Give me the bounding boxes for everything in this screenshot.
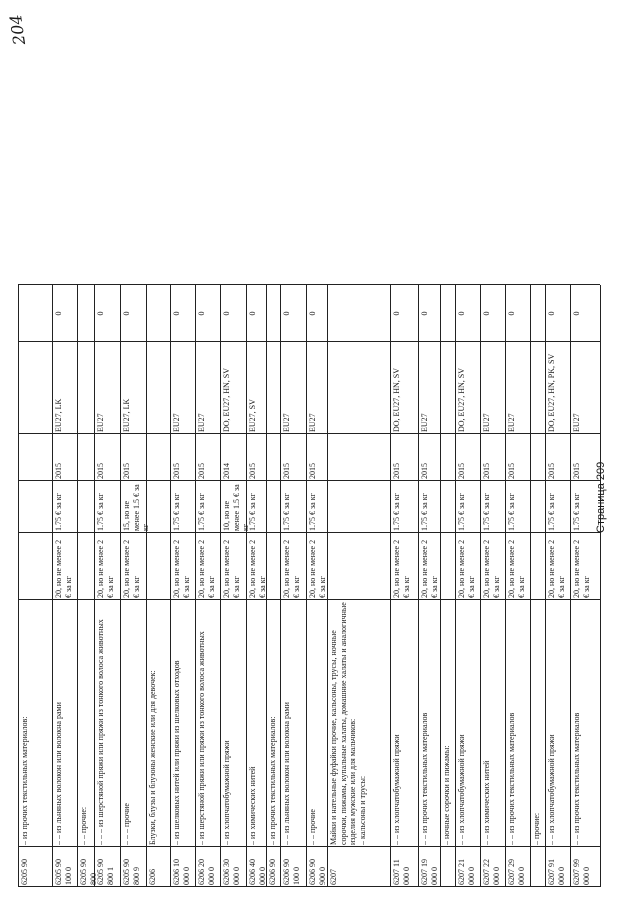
year-cell: 2015 (248, 463, 257, 479)
row-divider (570, 285, 571, 887)
zero-cell (532, 287, 544, 340)
rate-cell: 1.75 € за кг (392, 493, 401, 531)
description-cell: Майки и нательные фуфайки прочие, кальсоны, трусы, ночные сорочки, пижамы, купальные халаты, домашние халаты и аналогичные изделия мужские или для мальчиков: – кальсоны и трусы: (329, 602, 367, 845)
description-cell: – – из прочих текстильных материалов (572, 712, 581, 845)
year-cell (20, 436, 51, 479)
requirement-cell (532, 535, 544, 598)
requirement-cell: 20, но не менее 2 € за кг (122, 539, 141, 598)
countries-cell: DO, EU27, HN, SV (457, 368, 466, 432)
page-number-label: Страница 209 (595, 461, 607, 533)
description-cell: – ночные сорочки и пижамы: (442, 745, 451, 845)
row-divider (146, 285, 147, 887)
code-cell: 6207 91 000 0 (547, 859, 566, 885)
zero-cell: 0 (122, 311, 131, 316)
zero-cell: 0 (308, 311, 317, 316)
description-cell: – из прочих текстильных материалов: (20, 716, 29, 845)
requirement-cell: 20, но не менее 2 € за кг (197, 539, 216, 598)
requirement-cell: 20, но не менее 2 € за кг (392, 539, 411, 598)
rate-cell (532, 483, 544, 531)
year-cell (532, 436, 544, 479)
zero-cell: 0 (54, 311, 63, 316)
column-divider (18, 599, 600, 600)
rate-cell: 1.75 € за кг (54, 493, 63, 531)
description-cell: – – из льняных волокон или волокна рами (54, 702, 63, 845)
code-cell (532, 849, 544, 885)
rate-cell (79, 483, 93, 531)
rate-cell: 1.75 € за кг (457, 493, 466, 531)
countries-cell: EU27, LK (54, 398, 63, 432)
description-cell: – из прочих текстильных материалов: (268, 716, 277, 845)
description-cell: – – из прочих текстильных материалов (420, 712, 429, 845)
countries-cell: EU27 (572, 413, 581, 432)
description-cell: – – из хлопчатобумажной пряжи (547, 734, 556, 845)
code-cell: 6206 90 (268, 859, 277, 885)
year-cell: 2015 (572, 463, 581, 479)
year-cell: 2014 (222, 463, 231, 479)
column-divider (18, 433, 600, 434)
zero-cell (442, 287, 454, 340)
requirement-cell: 20, но не менее 2 € за кг (54, 539, 73, 598)
year-cell: 2015 (197, 463, 206, 479)
countries-cell: EU27 (96, 413, 105, 432)
year-cell: 2015 (282, 463, 291, 479)
description-cell: – из шерстяной пряжи или пряжи из тонкого волоса животных (197, 631, 206, 845)
year-cell: 2015 (482, 463, 491, 479)
rate-cell: 1.75 € за кг (172, 493, 181, 531)
rate-cell (20, 483, 51, 531)
row-divider (306, 285, 307, 887)
countries-cell: EU27 (420, 413, 429, 432)
description-cell: Блузки, блузы и блузоны женские или для девочек: (148, 670, 157, 845)
code-cell: 6206 10 000 0 (172, 859, 191, 885)
countries-cell: DO, EU27, HN, SV (392, 368, 401, 432)
requirement-cell (329, 535, 389, 598)
rate-cell: 1.75 € за кг (308, 493, 317, 531)
column-divider (18, 480, 600, 481)
countries-cell (329, 344, 389, 432)
row-divider (170, 285, 171, 887)
rate-cell: 1.75 € за кг (282, 493, 291, 531)
code-cell: 6207 22 000 0 (482, 859, 501, 885)
zero-cell (79, 287, 93, 340)
rate-cell: 1.75 € за кг (507, 493, 516, 531)
code-cell: 6205 90 800 (79, 859, 98, 885)
rate-cell: 1.75 € за кг (96, 493, 105, 531)
row-divider (600, 285, 601, 887)
zero-cell (329, 287, 389, 340)
code-cell: 6206 30 000 0 (222, 859, 241, 885)
requirement-cell: 20, но не менее 2 € за кг (172, 539, 191, 598)
rate-cell: 1.75 € за кг (420, 493, 429, 531)
zero-cell: 0 (282, 311, 291, 316)
year-cell (442, 436, 454, 479)
requirement-cell: 20, но не менее 2 € за кг (420, 539, 439, 598)
requirement-cell (268, 535, 279, 598)
description-cell: – – из химических нитей (482, 760, 491, 845)
countries-cell (268, 344, 279, 432)
zero-cell (268, 287, 279, 340)
year-cell: 2015 (507, 463, 516, 479)
row-divider (246, 285, 247, 887)
requirement-cell: 20, но не менее 2 € за кг (308, 539, 327, 598)
description-cell: – из хлопчатобумажной пряжи (222, 740, 231, 845)
requirement-cell (20, 535, 51, 598)
description-cell: – – из хлопчатобумажной пряжи (392, 734, 401, 845)
requirement-cell: 20, но не менее 2 € за кг (282, 539, 301, 598)
requirement-cell (79, 535, 93, 598)
zero-cell: 0 (572, 311, 581, 316)
zero-cell: 0 (457, 311, 466, 316)
rate-cell: 10, но не менее 1.5 € за кг (222, 484, 250, 531)
row-divider (280, 285, 281, 887)
countries-cell: EU27, LK (122, 398, 131, 432)
countries-cell: DO, EU27, HN, SV (222, 368, 231, 432)
column-divider (18, 886, 600, 887)
requirement-cell: 20, но не менее 2 € за кг (248, 539, 267, 598)
column-divider (18, 341, 600, 342)
row-divider (390, 285, 391, 887)
row-divider (77, 285, 78, 887)
year-cell: 2015 (172, 463, 181, 479)
description-cell: – из шелковых нитей или пряжи из шелковых отходов (172, 660, 181, 845)
requirement-cell: 20, но не менее 2 € за кг (96, 539, 115, 598)
year-cell: 2015 (308, 463, 317, 479)
row-divider (120, 285, 121, 887)
code-cell: 6206 40 000 0 (248, 859, 267, 885)
row-divider (505, 285, 506, 887)
description-cell: – прочие: (532, 812, 541, 845)
zero-cell: 0 (222, 311, 231, 316)
code-cell: 6207 29 000 0 (507, 859, 526, 885)
rate-cell (442, 483, 454, 531)
year-cell: 2015 (122, 463, 131, 479)
description-cell: – – – из шерстяной пряжи или пряжи из тонкого волоса животных (96, 619, 105, 845)
requirement-cell: 20, но не менее 2 € за кг (457, 539, 476, 598)
year-cell (329, 436, 389, 479)
row-divider (418, 285, 419, 887)
row-divider (52, 285, 53, 887)
zero-cell: 0 (547, 311, 556, 316)
column-divider (18, 284, 600, 285)
requirement-cell (442, 535, 454, 598)
row-divider (455, 285, 456, 887)
row-divider (195, 285, 196, 887)
requirement-cell: 20, но не менее 2 € за кг (507, 539, 526, 598)
countries-cell: EU27 (282, 413, 291, 432)
countries-cell (532, 344, 544, 432)
code-cell: 6207 (329, 869, 338, 885)
description-cell: – – прочие: (79, 806, 88, 845)
row-divider (94, 285, 95, 887)
code-cell: 6205 90 800 9 (122, 859, 141, 885)
code-cell: 6206 90 900 0 (308, 859, 327, 885)
requirement-cell: 20, но не менее 2 € за кг (222, 539, 241, 598)
code-cell: 6207 99 000 0 (572, 859, 591, 885)
description-cell: – – – прочие (122, 803, 131, 845)
countries-cell: EU27 (507, 413, 516, 432)
requirement-cell: 20, но не менее 2 € за кг (572, 539, 591, 598)
rate-cell (329, 483, 389, 531)
requirement-cell: 20, но не менее 2 € за кг (547, 539, 566, 598)
rate-cell (268, 483, 279, 531)
description-cell: – – из прочих текстильных материалов (507, 712, 516, 845)
row-divider (545, 285, 546, 887)
countries-cell (148, 344, 169, 432)
year-cell: 2015 (547, 463, 556, 479)
rate-cell: 1.75 € за кг (547, 493, 556, 531)
row-divider (530, 285, 531, 887)
zero-cell: 0 (96, 311, 105, 316)
code-cell: 6207 21 000 0 (457, 859, 476, 885)
year-cell (79, 436, 93, 479)
rate-cell: 1.75 € за кг (572, 493, 581, 531)
year-cell: 2015 (392, 463, 401, 479)
zero-cell: 0 (197, 311, 206, 316)
countries-cell (442, 344, 454, 432)
zero-cell: 0 (248, 311, 257, 316)
row-divider (18, 285, 19, 887)
countries-cell: EU27 (172, 413, 181, 432)
code-cell: 6205 90 800 1 (96, 859, 115, 885)
code-cell: 6206 (148, 869, 157, 885)
row-divider (440, 285, 441, 887)
code-cell: 6207 11 000 0 (392, 859, 411, 885)
rate-cell: 15, но не менее 1.5 € за кг (122, 484, 150, 531)
rate-cell (148, 483, 169, 531)
row-divider (480, 285, 481, 887)
row-divider (220, 285, 221, 887)
column-divider (18, 532, 600, 533)
code-cell: 6205 90 100 0 (54, 859, 73, 885)
code-cell: 6206 90 100 0 (282, 859, 301, 885)
zero-cell (20, 287, 51, 340)
year-cell: 2015 (420, 463, 429, 479)
description-cell: – – из льняных волокон или волокна рами (282, 702, 291, 845)
year-cell: 2015 (96, 463, 105, 479)
zero-cell: 0 (392, 311, 401, 316)
code-cell: 6206 20 000 0 (197, 859, 216, 885)
handwritten-page-number: 204 (5, 13, 30, 47)
description-cell: – – прочие (308, 809, 317, 845)
requirement-cell (148, 535, 169, 598)
countries-cell (20, 344, 51, 432)
code-cell (442, 849, 454, 885)
countries-cell: EU27 (482, 413, 491, 432)
year-cell (148, 436, 169, 479)
description-cell: – – из хлопчатобумажной пряжи (457, 734, 466, 845)
requirement-cell: 20, но не менее 2 € за кг (482, 539, 501, 598)
zero-cell: 0 (172, 311, 181, 316)
zero-cell: 0 (420, 311, 429, 316)
rate-cell: 1.75 € за кг (482, 493, 491, 531)
zero-cell (148, 287, 169, 340)
description-cell: – из химических нитей (248, 766, 257, 845)
zero-cell: 0 (482, 311, 491, 316)
countries-cell: EU27 (197, 413, 206, 432)
countries-cell: EU27, SV (248, 399, 257, 432)
zero-cell: 0 (507, 311, 516, 316)
year-cell: 2015 (457, 463, 466, 479)
countries-cell: EU27 (308, 413, 317, 432)
year-cell: 2015 (54, 463, 63, 479)
countries-cell: DO, EU27, HN, PK, SV (547, 353, 556, 432)
rate-cell: 1.75 € за кг (248, 493, 257, 531)
code-cell: 6205 90 (20, 859, 29, 885)
countries-cell (79, 344, 93, 432)
row-divider (327, 285, 328, 887)
column-divider (18, 846, 600, 847)
code-cell: 6207 19 000 0 (420, 859, 439, 885)
rate-cell: 1.75 € за кг (197, 493, 206, 531)
year-cell (268, 436, 279, 479)
